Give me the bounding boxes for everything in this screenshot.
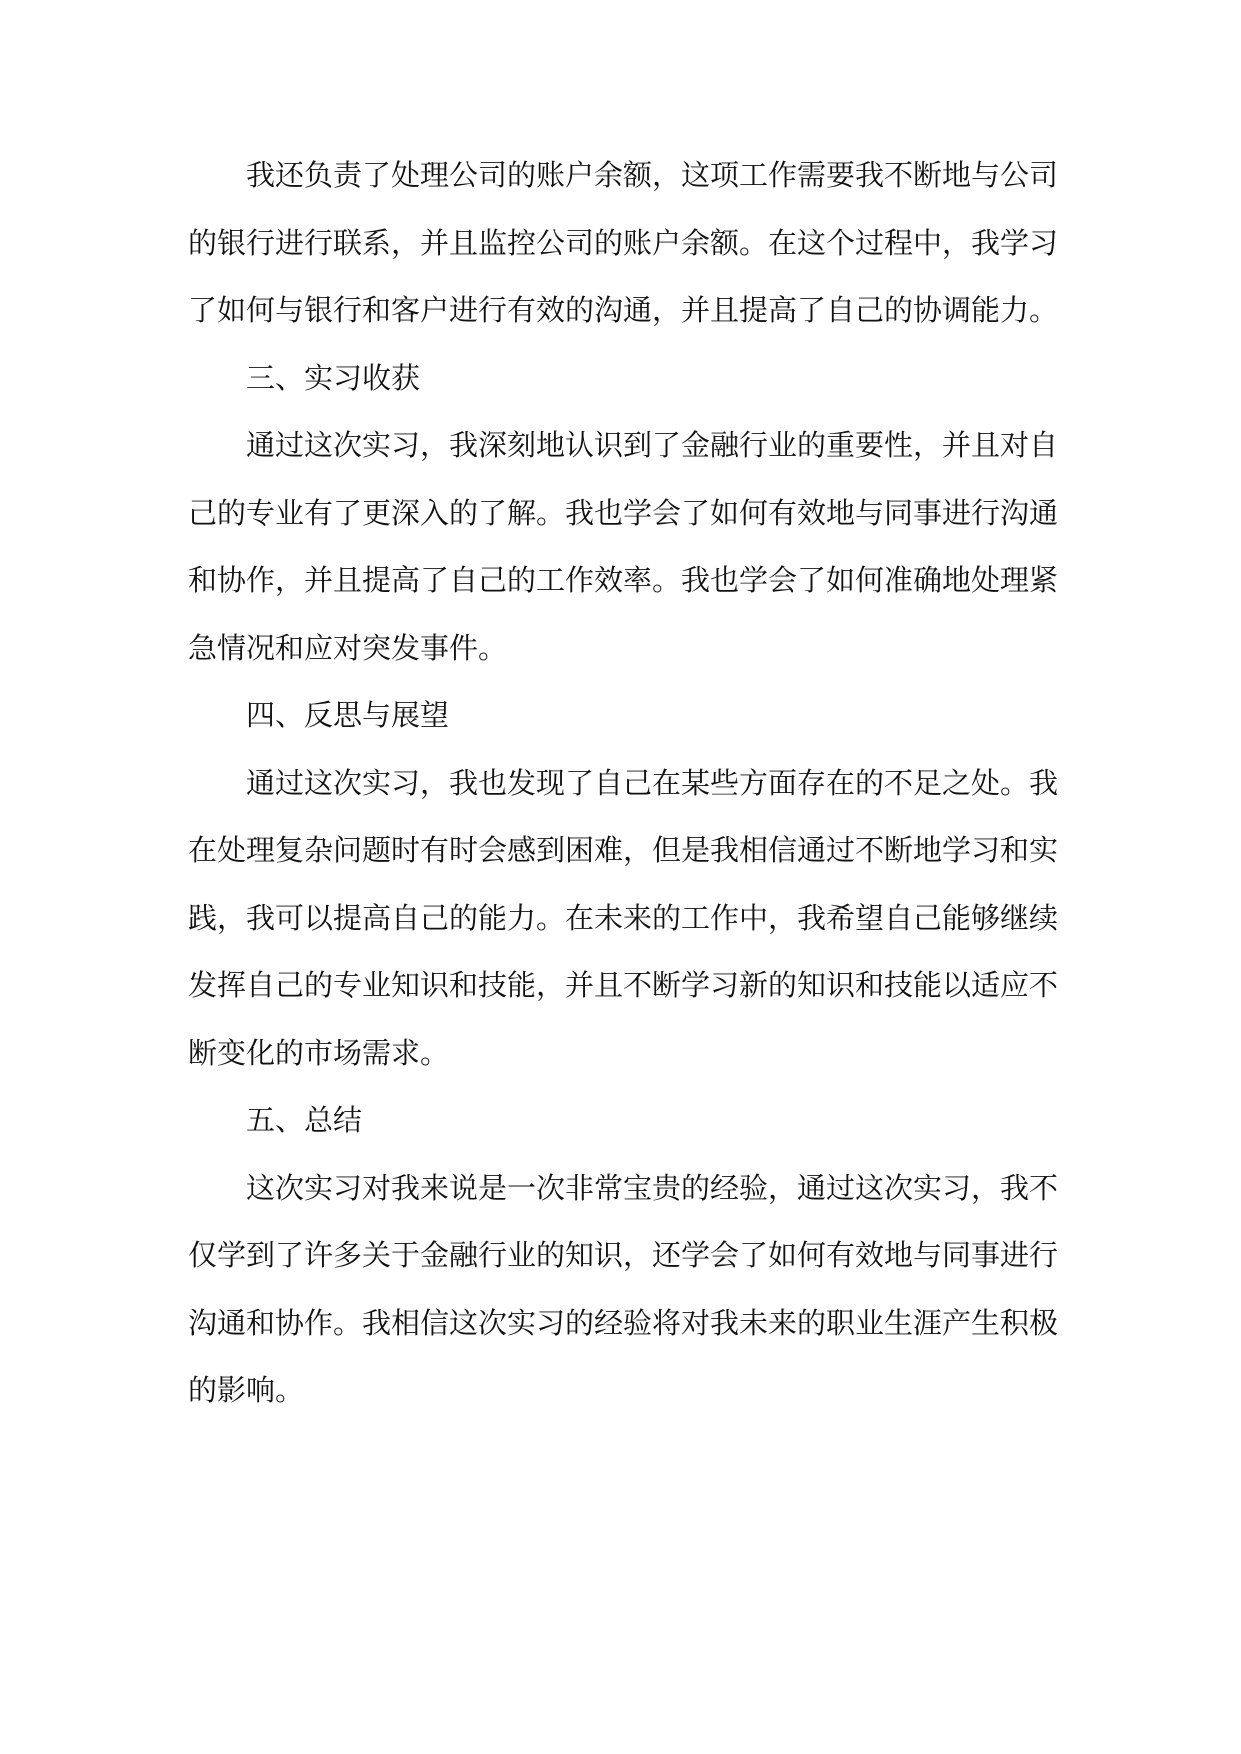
paragraph-internship-gains: 通过这次实习，我深刻地认识到了金融行业的重要性，并且对自己的专业有了更深入的了解。我也学会了如何有效地与同事进行沟通和协作，并且提高了自己的工作效率。我也学会了如何准确地处理紧急情况和应对突发事件。 <box>188 428 1059 665</box>
section-heading-reflection-outlook: 四、反思与展望 <box>246 698 450 732</box>
paragraph-summary: 这次实习对我来说是一次非常宝贵的经验，通过这次实习，我不仅学到了许多关于金融行业的知识，还学会了如何有效地与同事进行沟通和协作。我相信这次实习的经验将对我未来的职业生涯产生积极的影响。 <box>188 1170 1059 1407</box>
document-body <box>188 142 1058 1425</box>
section-heading-summary: 五、总结 <box>246 1103 363 1137</box>
paragraph-reflection-outlook: 通过这次实习，我也发现了自己在某些方面存在的不足之处。我在处理复杂问题时有时会感到困难，但是我相信通过不断地学习和实践，我可以提高自己的能力。在未来的工作中，我希望自己能够继续发挥自己的专业知识和技能，并且不断学习新的知识和技能以适应不断变化的市场需求。 <box>188 765 1059 1070</box>
paragraph-account-balance: 我还负责了处理公司的账户余额，这项工作需要我不断地与公司的银行进行联系，并且监控公司的账户余额。在这个过程中，我学习了如何与银行和客户进行有效的沟通，并且提高了自己的协调能力。 <box>188 158 1059 327</box>
section-heading-internship-gains: 三、实习收获 <box>246 360 421 395</box>
